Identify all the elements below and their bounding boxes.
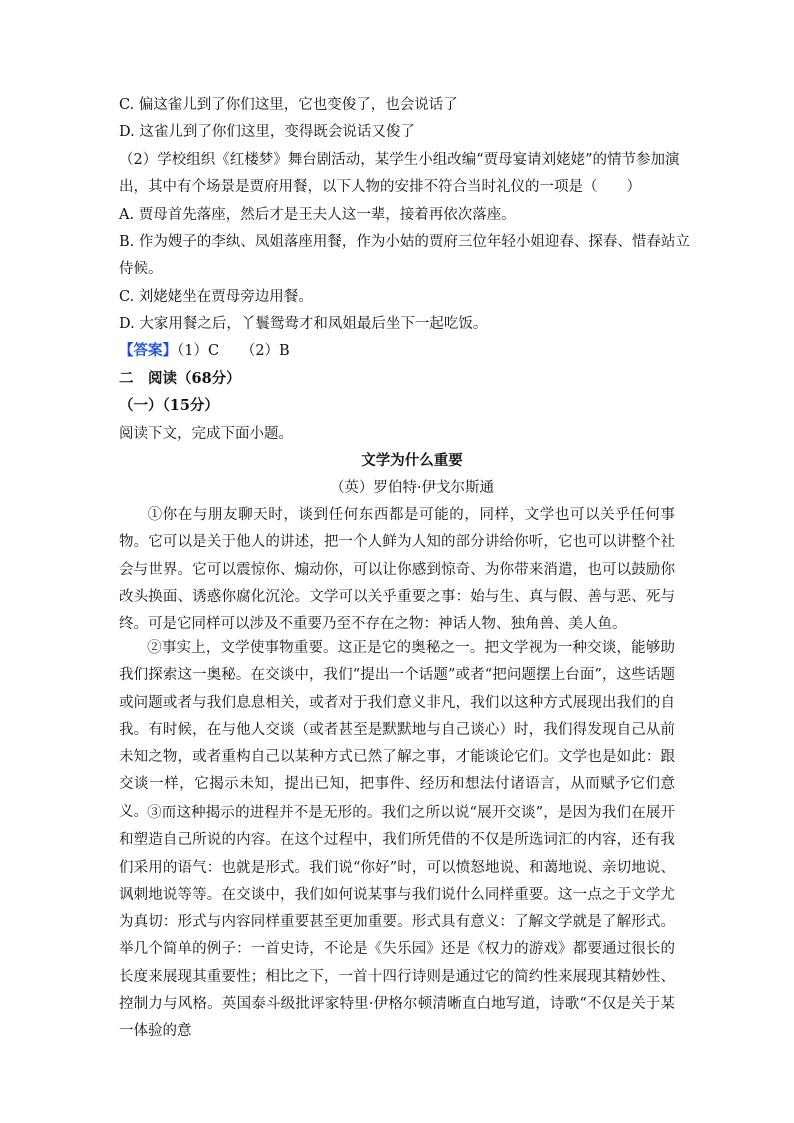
article-paragraph-2: ②事实上，文学使事物重要。这正是它的奥秘之一。把文学视为一种交谈，能够助我们探索这一奥秘。在交谈中，我们“提出一个话题”或者“把问题摆上台面”，这些话题或问题或者与我们息息相关，或者对于我们意义非凡，我们以这种方式展现出我们的自我。有时候，在与他人交谈（或者甚至是默默地与自己谈心）时，我们得发现自己从前未知之物，或者重构自己以某种方式已然了解之事，才能谈论它们。文学也是如此：跟交谈一样，它揭示未知，提出已知，把事件、经历和想法付诸语言，从而赋予它们意义。 bbox=[119, 640, 675, 820]
q2-option-a: A. 贾母首先落座，然后才是王夫人这一辈，接着再依次落座。 bbox=[119, 207, 516, 223]
section-instruction: 阅读下文，完成下面小题。 bbox=[119, 426, 293, 442]
q2-stem-line2: 出，其中有个场景是贾府用餐，以下人物的安排不符合当时礼仪的一项是（ ） bbox=[119, 179, 641, 195]
answer-line bbox=[119, 341, 290, 361]
answer-label: 【答案】 bbox=[119, 342, 177, 359]
q1-option-d: D. 这雀儿到了你们这里，变得既会说话又俊了 bbox=[119, 124, 415, 140]
answer-text: （1）C （2）B bbox=[177, 343, 290, 359]
q2-option-b-line1: B. 作为嫂子的李纨、凤姐落座用餐，作为小姑的贾府三位年轻小姐迎春、探春、惜春站立 bbox=[119, 234, 690, 250]
article-paragraph-1: ①你在与朋友聊天时，谈到任何东西都是可能的，同样，文学也可以关乎任何事物。它可以是关于他人的讲述，把一个人鲜为人知的部分讲给你听，它也可以讲整个社会与世界。它可以震惊你、煽动你，可以让你感到惊奇、为你带来消遣，也可以鼓励你改头换面、诱惑你腐化沉沦。文学可以关乎重要之事：始与生、真与假、善与恶、死与终。可是它同样可以涉及不重要乃至不存在之物：神话人物、独角兽、美人鱼。 bbox=[119, 507, 675, 633]
q2-option-b-line2: 侍候。 bbox=[119, 261, 163, 277]
q2-stem-line1: （2）学校组织《红楼梦》舞台剧活动，某学生小组改编“贾母宴请刘姥姥”的情节参加演 bbox=[119, 152, 680, 168]
q2-option-c: C. 刘姥姥坐在贾母旁边用餐。 bbox=[119, 289, 313, 305]
article-paragraph-3: ③而这种揭示的进程并不是无形的。我们之所以说“展开交谈”，是因为我们在展开和塑造自己所说的内容。在这个过程中，我们所凭借的不仅是所选词汇的内容，还有我们采用的语气：也就是形式。我们说“你好”时，可以愤怒地说、和蔼地说、亲切地说、讽刺地说等等。在交谈中，我们如何说某事与我们说什么同样重要。这一点之于文学尤为真切：形式与内容同样重要甚至更加重要。形式具有意义：了解文学就是了解形式。举几个简单的例子：一首史诗，不论是《失乐园》还是《权力的游戏》都要通过很长的长度来展现其重要性；相比之下，一首十四行诗则是通过它的简约性来展现其精妙性、控制力与风格。英国泰斗级批评家特里·伊格尔顿清晰直白地写道，诗歌“不仅是关于某一体验的意 bbox=[119, 805, 675, 1040]
article-title: 文学为什么重要 bbox=[361, 452, 463, 469]
section-sub-heading: （一）（15分） bbox=[119, 397, 219, 414]
q1-option-c: C. 偏这雀儿到了你们这里，它也变俊了，也会说话了 bbox=[119, 97, 458, 113]
article-author: （英）罗伯特·伊戈尔斯通 bbox=[329, 480, 495, 496]
section-heading: 二 阅读（68分） bbox=[119, 370, 241, 387]
q2-option-d: D. 大家用餐之后，丫鬟鸳鸯才和凤姐最后坐下一起吃饭。 bbox=[119, 316, 488, 332]
